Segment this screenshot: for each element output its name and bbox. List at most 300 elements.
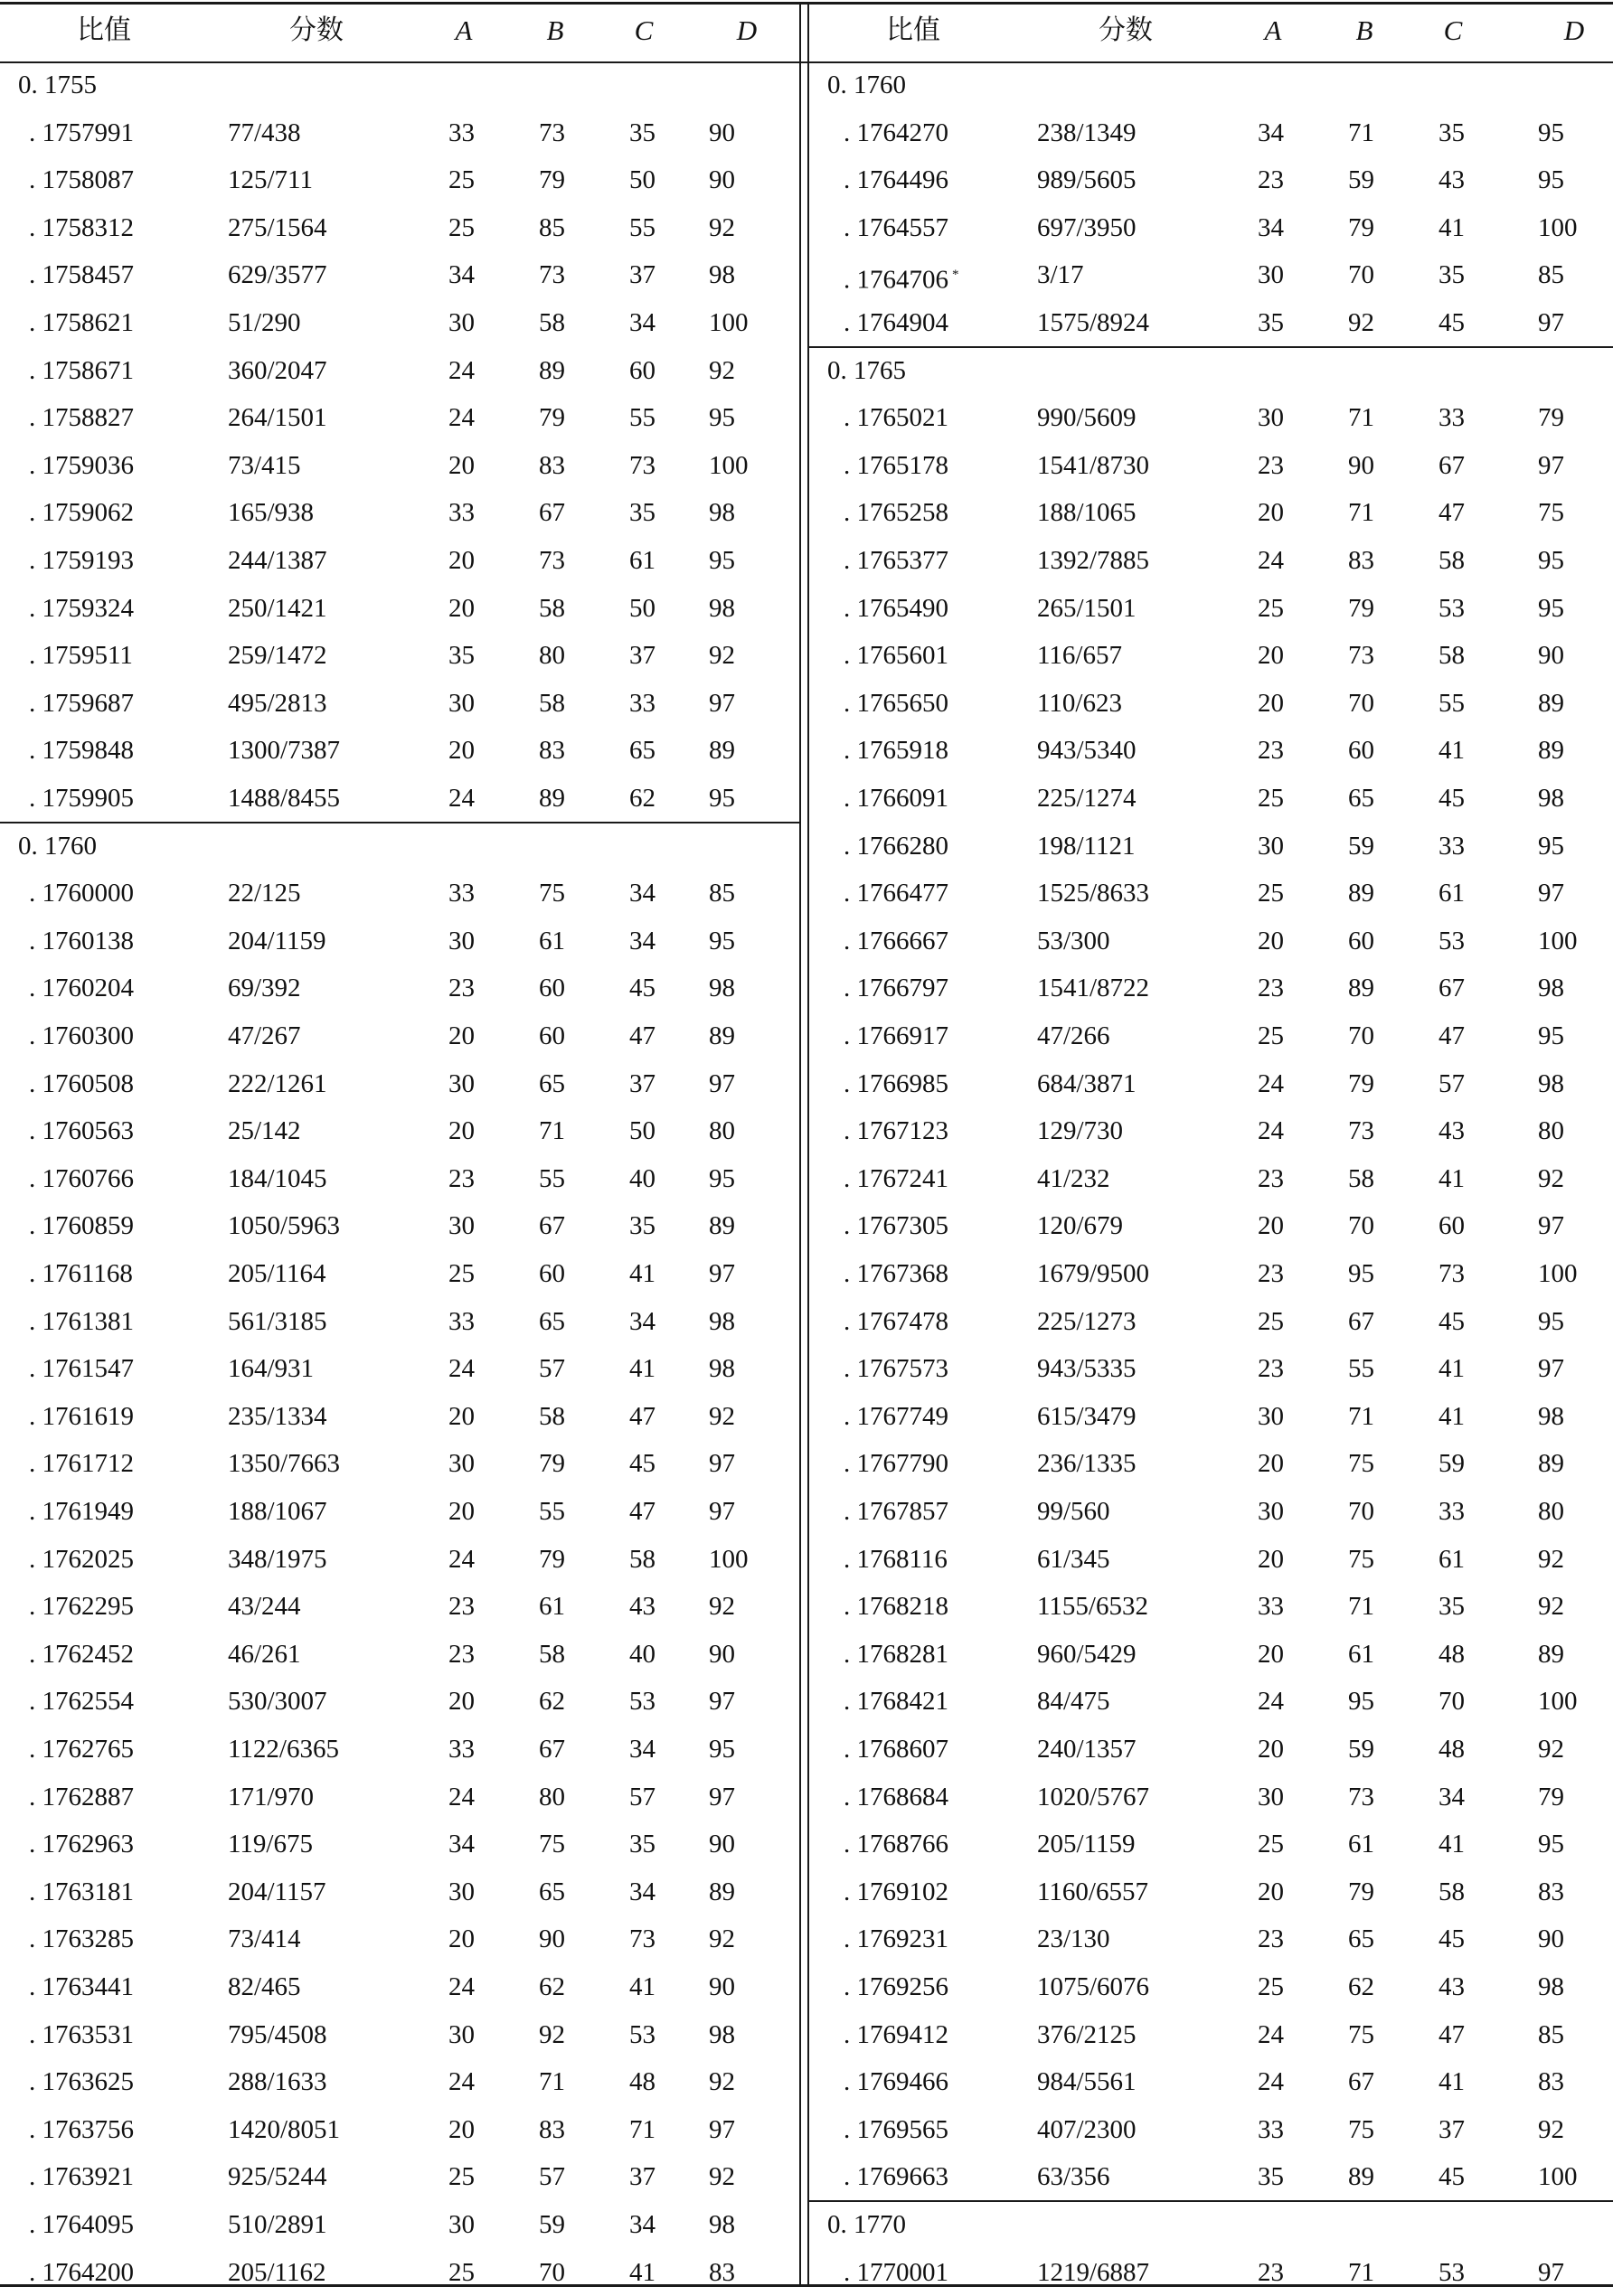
d-cell: 100 [709, 450, 749, 480]
a-cell: 23 [1258, 165, 1284, 195]
table-row [809, 1678, 1613, 1726]
fraction-cell: 238/1349 [1037, 118, 1137, 147]
b-cell: 67 [539, 1211, 565, 1241]
b-cell: 60 [1348, 736, 1374, 766]
c-cell: 45 [629, 1449, 656, 1479]
c-cell: 35 [1438, 260, 1465, 290]
b-cell: 71 [1348, 1592, 1374, 1622]
c-cell: 43 [1438, 165, 1465, 195]
ratio-cell: . 1762295 [29, 1592, 134, 1622]
ratio-cell: . 1758087 [29, 165, 134, 195]
fraction-cell: 1541/8722 [1037, 974, 1150, 1003]
c-cell: 40 [629, 1163, 656, 1193]
b-cell: 61 [539, 926, 565, 955]
b-cell: 58 [539, 688, 565, 718]
table-row [0, 1393, 799, 1441]
ratio-cell: . 1759193 [29, 546, 134, 575]
d-cell: 85 [1538, 260, 1564, 290]
c-cell: 33 [629, 688, 656, 718]
fraction-cell: 171/970 [228, 1782, 315, 1811]
c-cell: 71 [629, 2114, 656, 2144]
b-cell: 58 [539, 308, 565, 337]
d-cell: 95 [1538, 546, 1564, 575]
ratio-cell: . 1758827 [29, 403, 134, 433]
c-cell: 48 [1438, 1639, 1465, 1669]
table-row [0, 156, 799, 204]
header-a: A [1264, 14, 1282, 46]
table-row [809, 2011, 1613, 2059]
table-row [0, 1440, 799, 1488]
fraction-cell: 795/4508 [228, 2019, 327, 2049]
fraction-cell: 73/414 [228, 1924, 301, 1954]
fraction-cell: 684/3871 [1037, 1068, 1137, 1098]
ratio-cell: . 1762963 [29, 1830, 134, 1859]
c-cell: 41 [1438, 2067, 1465, 2097]
d-cell: 92 [1538, 1592, 1564, 1622]
ratio-cell: . 1763441 [29, 1972, 134, 2001]
table-row [809, 1868, 1613, 1916]
ratio-cell: . 1762887 [29, 1782, 134, 1811]
table-row [0, 1345, 799, 1393]
ratio-cell: . 1759324 [29, 593, 134, 623]
c-cell: 35 [629, 1830, 656, 1859]
fraction-cell: 225/1273 [1037, 1306, 1137, 1336]
table-row [0, 1488, 799, 1536]
ratio-cell: . 1766280 [844, 831, 948, 861]
b-cell: 57 [539, 2162, 565, 2192]
ratio-cell: . 1767123 [844, 1116, 948, 1146]
ratio-cell: . 1769256 [844, 1972, 948, 2001]
d-cell: 75 [1538, 498, 1564, 528]
fraction-cell: 1020/5767 [1037, 1782, 1150, 1811]
d-cell: 92 [709, 2162, 735, 2192]
a-cell: 24 [448, 1354, 475, 1384]
fraction-cell: 244/1387 [228, 546, 327, 575]
fraction-cell: 407/2300 [1037, 2114, 1137, 2144]
b-cell: 95 [1348, 1259, 1374, 1288]
c-cell: 50 [629, 165, 656, 195]
fraction-cell: 188/1065 [1037, 498, 1137, 528]
table-row [809, 1440, 1613, 1488]
table-row [809, 1915, 1613, 1963]
b-cell: 59 [1348, 1735, 1374, 1764]
b-cell: 79 [539, 1449, 565, 1479]
ratio-cell: . 1762765 [29, 1735, 134, 1764]
a-cell: 25 [1258, 1830, 1284, 1859]
c-cell: 43 [629, 1592, 656, 1622]
c-cell: 47 [1438, 498, 1465, 528]
d-cell: 89 [1538, 1639, 1564, 1669]
fraction-cell: 960/5429 [1037, 1639, 1137, 1669]
b-cell: 62 [1348, 1972, 1374, 2001]
d-cell: 100 [1538, 1687, 1578, 1717]
c-cell: 59 [1438, 1449, 1465, 1479]
c-cell: 41 [629, 2257, 656, 2287]
ratio-cell: . 1770001 [844, 2257, 948, 2287]
a-cell: 23 [448, 1639, 475, 1669]
b-cell: 89 [1348, 2162, 1374, 2192]
table-row [809, 1536, 1613, 1584]
b-cell: 59 [539, 2210, 565, 2239]
a-cell: 35 [448, 641, 475, 671]
b-cell: 73 [1348, 1782, 1374, 1811]
table-row [0, 1298, 799, 1346]
fraction-cell: 184/1045 [228, 1163, 327, 1193]
b-cell: 79 [1348, 1068, 1374, 1098]
b-cell: 71 [1348, 2257, 1374, 2287]
table-row [0, 1631, 799, 1679]
table-row [809, 1774, 1613, 1821]
table-row [0, 2011, 799, 2059]
b-cell: 55 [1348, 1354, 1374, 1384]
b-cell: 60 [539, 1021, 565, 1050]
a-cell: 20 [1258, 1639, 1284, 1669]
d-cell: 97 [1538, 450, 1564, 480]
a-cell: 20 [1258, 1877, 1284, 1906]
fraction-cell: 99/560 [1037, 1497, 1110, 1526]
footnote-marker: * [952, 268, 959, 283]
c-cell: 34 [629, 308, 656, 337]
d-cell: 98 [709, 498, 735, 528]
d-cell: 98 [709, 2210, 735, 2239]
table-row [809, 727, 1613, 775]
right-column [809, 0, 1613, 2288]
ratio-cell: . 1764706 * [844, 266, 959, 296]
fraction-cell: 165/938 [228, 498, 315, 528]
c-cell: 45 [1438, 308, 1465, 337]
b-cell: 58 [539, 1639, 565, 1669]
ratio-cell: . 1762452 [29, 1639, 134, 1669]
a-cell: 23 [1258, 974, 1284, 1003]
a-cell: 20 [448, 1924, 475, 1954]
ratio-cell: . 1766091 [844, 784, 948, 813]
a-cell: 23 [448, 1592, 475, 1622]
a-cell: 30 [1258, 1782, 1284, 1811]
table-row [809, 1821, 1613, 1868]
a-cell: 23 [448, 1163, 475, 1193]
d-cell: 95 [1538, 831, 1564, 861]
b-cell: 61 [539, 1592, 565, 1622]
fraction-cell: 240/1357 [1037, 1735, 1137, 1764]
ratio-cell: . 1767790 [844, 1449, 948, 1479]
a-cell: 20 [448, 450, 475, 480]
ratio-cell: . 1768218 [844, 1592, 948, 1622]
b-cell: 61 [1348, 1639, 1374, 1669]
a-cell: 23 [448, 974, 475, 1003]
fraction-cell: 1420/8051 [228, 2114, 341, 2144]
fraction-cell: 984/5561 [1037, 2067, 1137, 2097]
table-row [0, 537, 799, 585]
ratio-cell: . 1758671 [29, 355, 134, 385]
b-cell: 59 [1348, 165, 1374, 195]
fraction-cell: 1075/6076 [1037, 1972, 1150, 2001]
ratio-cell: . 1760204 [29, 974, 134, 1003]
table-row [809, 775, 1613, 823]
b-cell: 59 [1348, 831, 1374, 861]
b-cell: 73 [539, 546, 565, 575]
b-cell: 65 [1348, 1924, 1374, 1954]
d-cell: 79 [1538, 1782, 1564, 1811]
c-cell: 53 [629, 1687, 656, 1717]
ratio-cell: . 1761949 [29, 1497, 134, 1526]
d-cell: 98 [1538, 1068, 1564, 1098]
fraction-cell: 84/475 [1037, 1687, 1110, 1717]
fraction-cell: 697/3950 [1037, 212, 1137, 242]
c-cell: 34 [629, 1735, 656, 1764]
table-row [0, 965, 799, 1012]
c-cell: 60 [1438, 1211, 1465, 1241]
b-cell: 83 [1348, 546, 1374, 575]
ratio-cell: . 1767305 [844, 1211, 948, 1241]
ratio-cell: . 1764496 [844, 165, 948, 195]
b-cell: 65 [539, 1306, 565, 1336]
table-row [809, 1250, 1613, 1298]
ratio-cell: . 1765021 [844, 403, 948, 433]
a-cell: 30 [448, 688, 475, 718]
a-cell: 20 [1258, 1449, 1284, 1479]
table-row [809, 2058, 1613, 2106]
c-cell: 47 [629, 1497, 656, 1526]
fraction-cell: 77/438 [228, 118, 301, 147]
c-cell: 47 [629, 1021, 656, 1050]
fraction-cell: 615/3479 [1037, 1401, 1137, 1431]
group-header-row [809, 2201, 1613, 2249]
b-cell: 70 [1348, 1497, 1374, 1526]
a-cell: 35 [1258, 2162, 1284, 2192]
c-cell: 65 [629, 736, 656, 766]
a-cell: 25 [1258, 1306, 1284, 1336]
table-row [809, 2153, 1613, 2201]
table-row [0, 1250, 799, 1298]
a-cell: 20 [448, 1021, 475, 1050]
d-cell: 80 [1538, 1116, 1564, 1146]
c-cell: 45 [629, 974, 656, 1003]
ratio-cell: . 1768116 [844, 1544, 948, 1574]
fraction-cell: 264/1501 [228, 403, 327, 433]
d-cell: 92 [709, 212, 735, 242]
table-row [809, 1393, 1613, 1441]
b-cell: 57 [539, 1354, 565, 1384]
d-cell: 97 [1538, 1354, 1564, 1384]
d-cell: 97 [1538, 1211, 1564, 1241]
fraction-cell: 561/3185 [228, 1306, 327, 1336]
c-cell: 41 [1438, 736, 1465, 766]
ratio-cell: . 1767573 [844, 1354, 948, 1384]
c-cell: 34 [1438, 1782, 1465, 1811]
ratio-cell: . 1768607 [844, 1735, 948, 1764]
a-cell: 20 [1258, 688, 1284, 718]
ratio-cell: . 1762025 [29, 1544, 134, 1574]
c-cell: 61 [1438, 879, 1465, 908]
b-cell: 61 [1348, 1830, 1374, 1859]
ratio-cell: . 1759687 [29, 688, 134, 718]
fraction-cell: 41/232 [1037, 1163, 1110, 1193]
b-cell: 70 [1348, 1211, 1374, 1241]
c-cell: 35 [629, 1211, 656, 1241]
b-cell: 60 [539, 1259, 565, 1288]
c-cell: 45 [1438, 784, 1465, 813]
table-row [809, 442, 1613, 490]
d-cell: 95 [709, 546, 735, 575]
table-row [809, 1060, 1613, 1108]
ratio-cell: . 1767241 [844, 1163, 948, 1193]
a-cell: 20 [448, 593, 475, 623]
d-cell: 97 [709, 688, 735, 718]
a-cell: 30 [448, 1211, 475, 1241]
c-cell: 45 [1438, 1924, 1465, 1954]
table-row [809, 1963, 1613, 2011]
header-fraction: 分数 [289, 14, 344, 46]
d-cell: 89 [709, 1021, 735, 1050]
b-cell: 80 [539, 1782, 565, 1811]
d-cell: 92 [1538, 1544, 1564, 1574]
d-cell: 98 [709, 2019, 735, 2049]
table-row [809, 1631, 1613, 1679]
ratio-cell: . 1767368 [844, 1259, 948, 1288]
c-cell: 35 [1438, 118, 1465, 147]
fraction-cell: 288/1633 [228, 2067, 327, 2097]
b-cell: 80 [539, 641, 565, 671]
table-row [0, 870, 799, 917]
ratio-cell: . 1762554 [29, 1687, 134, 1717]
c-cell: 55 [629, 403, 656, 433]
b-cell: 75 [1348, 1544, 1374, 1574]
b-cell: 79 [539, 165, 565, 195]
ratio-cell: . 1765377 [844, 546, 948, 575]
a-cell: 25 [1258, 1972, 1284, 2001]
a-cell: 30 [448, 1877, 475, 1906]
fraction-cell: 275/1564 [228, 212, 327, 242]
b-cell: 75 [1348, 1449, 1374, 1479]
header-d: D [1563, 14, 1585, 46]
fraction-cell: 1350/7663 [228, 1449, 341, 1479]
table-row [0, 1868, 799, 1916]
a-cell: 34 [1258, 212, 1284, 242]
ratio-cell: . 1768421 [844, 1687, 948, 1717]
c-cell: 40 [629, 1639, 656, 1669]
a-cell: 30 [448, 1449, 475, 1479]
fraction-cell: 22/125 [228, 879, 301, 908]
d-cell: 95 [1538, 1021, 1564, 1050]
table-row [0, 347, 799, 395]
c-cell: 61 [1438, 1544, 1465, 1574]
d-cell: 89 [709, 1877, 735, 1906]
table-row [809, 299, 1613, 347]
c-cell: 41 [1438, 1830, 1465, 1859]
fraction-cell: 46/261 [228, 1639, 301, 1669]
header-c: C [1443, 14, 1463, 46]
d-cell: 79 [1538, 403, 1564, 433]
table-row [809, 394, 1613, 442]
d-cell: 89 [1538, 688, 1564, 718]
table-row [809, 1012, 1613, 1060]
a-cell: 23 [1258, 1259, 1284, 1288]
fraction-cell: 236/1335 [1037, 1449, 1137, 1479]
a-cell: 34 [448, 1830, 475, 1859]
a-cell: 20 [448, 2114, 475, 2144]
d-cell: 90 [709, 118, 735, 147]
b-cell: 79 [539, 403, 565, 433]
c-cell: 33 [1438, 403, 1465, 433]
d-cell: 98 [1538, 784, 1564, 813]
c-cell: 57 [1438, 1068, 1465, 1098]
ratio-cell: . 1766477 [844, 879, 948, 908]
a-cell: 30 [448, 2019, 475, 2049]
c-cell: 67 [1438, 450, 1465, 480]
a-cell: 25 [448, 165, 475, 195]
ratio-cell: . 1769663 [844, 2162, 948, 2192]
ratio-cell: . 1766985 [844, 1068, 948, 1098]
c-cell: 50 [629, 1116, 656, 1146]
d-cell: 98 [709, 593, 735, 623]
ratio-cell: . 1760859 [29, 1211, 134, 1241]
b-cell: 85 [539, 212, 565, 242]
b-cell: 79 [539, 1544, 565, 1574]
fraction-cell: 43/244 [228, 1592, 301, 1622]
table-row [809, 156, 1613, 204]
b-cell: 73 [539, 118, 565, 147]
header-fraction: 分数 [1099, 14, 1153, 46]
b-cell: 60 [539, 974, 565, 1003]
fraction-cell: 205/1159 [1037, 1830, 1136, 1859]
ratio-cell: . 1766797 [844, 974, 948, 1003]
a-cell: 20 [448, 1116, 475, 1146]
c-cell: 73 [1438, 1259, 1465, 1288]
a-cell: 34 [1258, 118, 1284, 147]
c-cell: 33 [1438, 1497, 1465, 1526]
table-row [0, 1915, 799, 1963]
a-cell: 33 [448, 118, 475, 147]
a-cell: 24 [1258, 1116, 1284, 1146]
d-cell: 92 [709, 355, 735, 385]
a-cell: 23 [1258, 1354, 1284, 1384]
d-cell: 97 [709, 1068, 735, 1098]
fraction-cell: 110/623 [1037, 688, 1122, 718]
b-cell: 67 [1348, 2067, 1374, 2097]
fraction-cell: 120/679 [1037, 1211, 1124, 1241]
b-cell: 79 [1348, 1877, 1374, 1906]
d-cell: 95 [1538, 1306, 1564, 1336]
d-cell: 95 [1538, 118, 1564, 147]
a-cell: 24 [448, 2067, 475, 2097]
table-row [809, 204, 1613, 252]
table-row [809, 1155, 1613, 1203]
b-cell: 65 [539, 1068, 565, 1098]
fraction-cell: 1160/6557 [1037, 1877, 1148, 1906]
a-cell: 33 [1258, 2114, 1284, 2144]
fraction-cell: 205/1164 [228, 1259, 326, 1288]
d-cell: 83 [709, 2257, 735, 2287]
c-cell: 37 [1438, 2114, 1465, 2144]
table-row [0, 204, 799, 252]
ratio-cell: . 1759036 [29, 450, 134, 480]
left-column [0, 0, 799, 2288]
fraction-cell: 376/2125 [1037, 2019, 1137, 2049]
fraction-cell: 1575/8924 [1037, 308, 1150, 337]
b-cell: 90 [539, 1924, 565, 1954]
b-cell: 70 [1348, 1021, 1374, 1050]
a-cell: 24 [448, 1782, 475, 1811]
c-cell: 53 [1438, 2257, 1465, 2287]
header-ratio: 比值 [886, 14, 940, 46]
fraction-cell: 495/2813 [228, 688, 327, 718]
ratio-cell: . 1769102 [844, 1877, 948, 1906]
a-cell: 20 [1258, 498, 1284, 528]
b-cell: 70 [539, 2257, 565, 2287]
header-b: B [546, 14, 564, 46]
a-cell: 30 [448, 2210, 475, 2239]
fraction-cell: 1392/7885 [1037, 546, 1150, 575]
